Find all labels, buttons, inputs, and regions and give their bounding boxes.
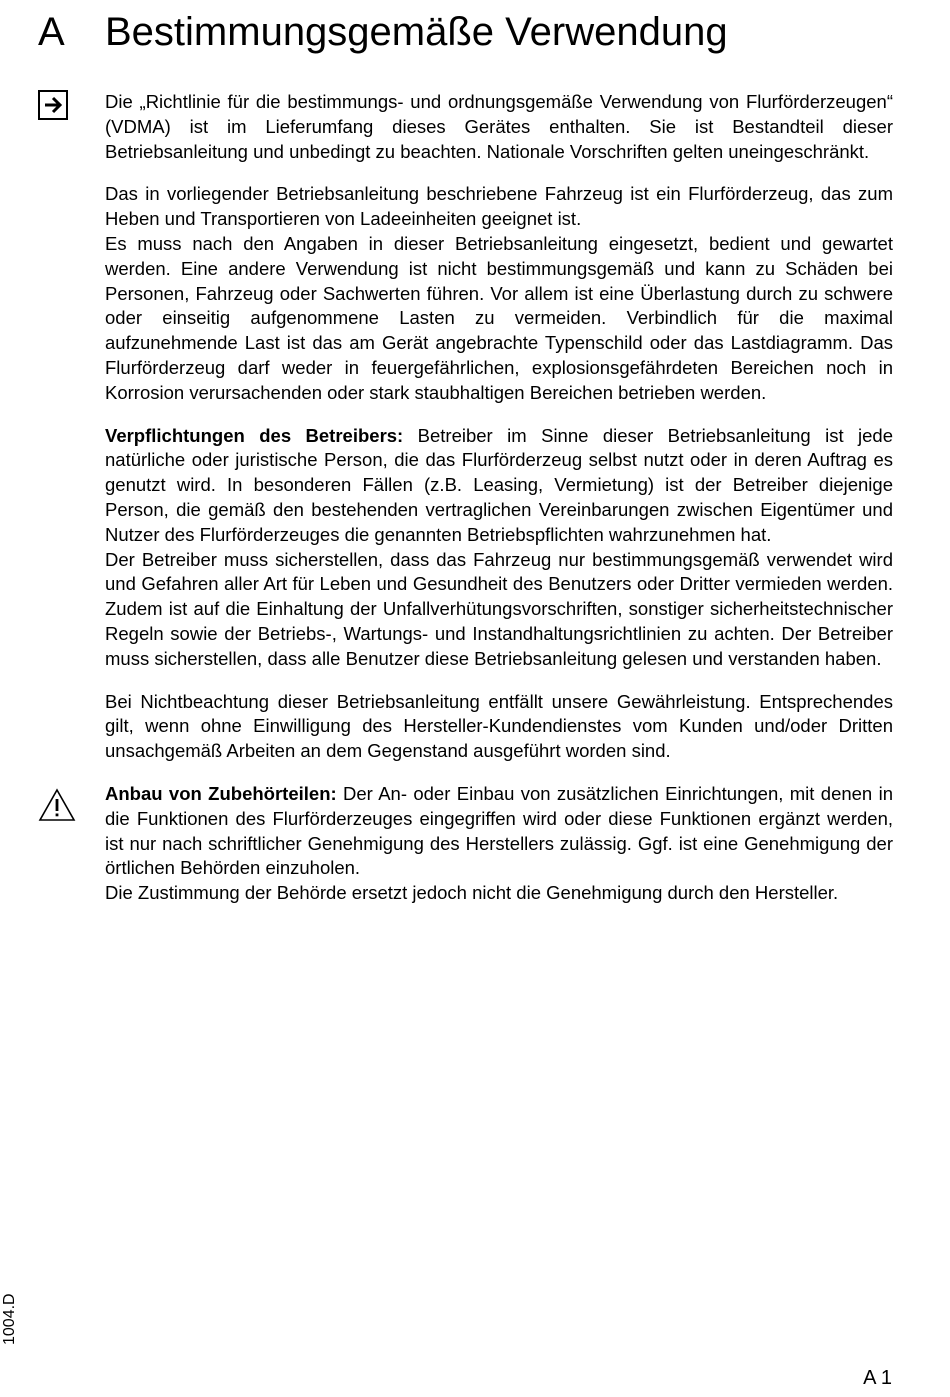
document-code: 1004.D	[1, 1293, 18, 1345]
operator-duties-label: Verpflichtungen des Betreibers:	[105, 424, 404, 446]
operator-duties-text: Betreiber im Sinne dieser Betriebsanleitung ist jede natürliche oder juristische Person, die das Flurförderzeug selbst nutzt oder in deren Auftrag es genutzt wird. In besonderen Fällen (z.B. Leasing, Vermietung) ist der Betreiber diejenige Person, die gemäß den bestehenden vertraglichen Vereinbarungen zwischen Eigentümer und Nutzer des Flurförderzeuges die genannten Betriebspflichten wahrzunehmen hat.	[105, 424, 893, 545]
page-number: A 1	[863, 1367, 892, 1389]
vehicle-purpose-paragraph: Das in vorliegender Betriebsanleitung beschriebene Fahrzeug ist ein Flurförderzeug, das zum Heben und Transportieren von Ladeeinheiten geeignet ist.	[105, 183, 893, 230]
warranty-warning-paragraph: Bei Nichtbeachtung dieser Betriebsanleitung entfällt unsere Gewährleistung. Entsprechendes gilt, wenn ohne Einwilligung des Hersteller-Kundendienstes vom Kunden und/oder Dritten unsachgemäß Arbeiten an dem Gegenstand ausgeführt worden sind.	[105, 690, 893, 762]
main-content	[105, 90, 893, 924]
warning-triangle-icon	[38, 788, 76, 822]
operator-duties-paragraph	[105, 424, 893, 548]
accessories-label: Anbau von Zubehörteilen:	[105, 782, 337, 804]
intro-paragraph: Die „Richtlinie für die bestimmungs- und ordnungsgemäße Verwendung von Flurförderzeugen“ (VDMA) ist im Lieferumfang dieses Gerätes enthalten. Sie ist Bestandteil dieser Betriebsanleitung und unbedingt zu beachten. Nationale Vorschriften gelten uneingeschränkt.	[105, 91, 893, 162]
chapter-letter: A	[38, 10, 65, 54]
accessories-paragraph	[105, 782, 893, 881]
page-title: Bestimmungsgemäße Verwendung	[105, 10, 728, 54]
arrow-right-box-icon	[38, 90, 68, 120]
operator-duties-paragraph-2: Der Betreiber muss sicherstellen, dass das Fahrzeug nur bestimmungsgemäß verwendet wird und Gefahren aller Art für Leben und Gesundheit des Benutzers oder Dritter vermieden werden. Zudem ist auf die Einhaltung der Unfallverhütungsvorschriften, sonstiger sicherheitstechnischer Regeln sowie der Betriebs-, Wartungs- und Instandhaltungsrichtlinien zu achten. Der Betreiber muss sicherstellen, dass alle Benutzer diese Betriebsanleitung gelesen und verstanden haben.	[105, 548, 893, 669]
accessories-paragraph-2: Die Zustimmung der Behörde ersetzt jedoch nicht die Genehmigung durch den Hersteller.	[105, 882, 839, 904]
accessories-text: Der An- oder Einbau von zusätzlichen Einrichtungen, mit denen in die Funktionen des Flurförderzeuges eingegriffen wird oder diese Funktionen ergänzt werden, ist nur nach schriftlicher Genehmigung des Herstellers zulässig. Ggf. ist eine Genehmigung der örtlichen Behörden einzuholen.	[105, 782, 893, 879]
usage-rules-paragraph: Es muss nach den Angaben in dieser Betriebsanleitung eingesetzt, bedient und gewartet werden. Eine andere Verwendung ist nicht bestimmungsgemäß und kann zu Schäden bei Personen, Fahrzeug oder Sachwerten führen. Vor allem ist eine Überlastung durch zu schwere oder einseitig aufgenommene Lasten zu vermeiden. Verbindlich für die maximal aufzunehmende Last ist das am Gerät angebrachte Typenschild oder das Lastdiagramm. Das Flurförderzeug darf weder in feuergefährlichen, explosionsgefährdeten Bereichen noch in Korrosion verursachenden oder stark staubhaltigen Bereichen betrieben werden.	[105, 232, 893, 403]
